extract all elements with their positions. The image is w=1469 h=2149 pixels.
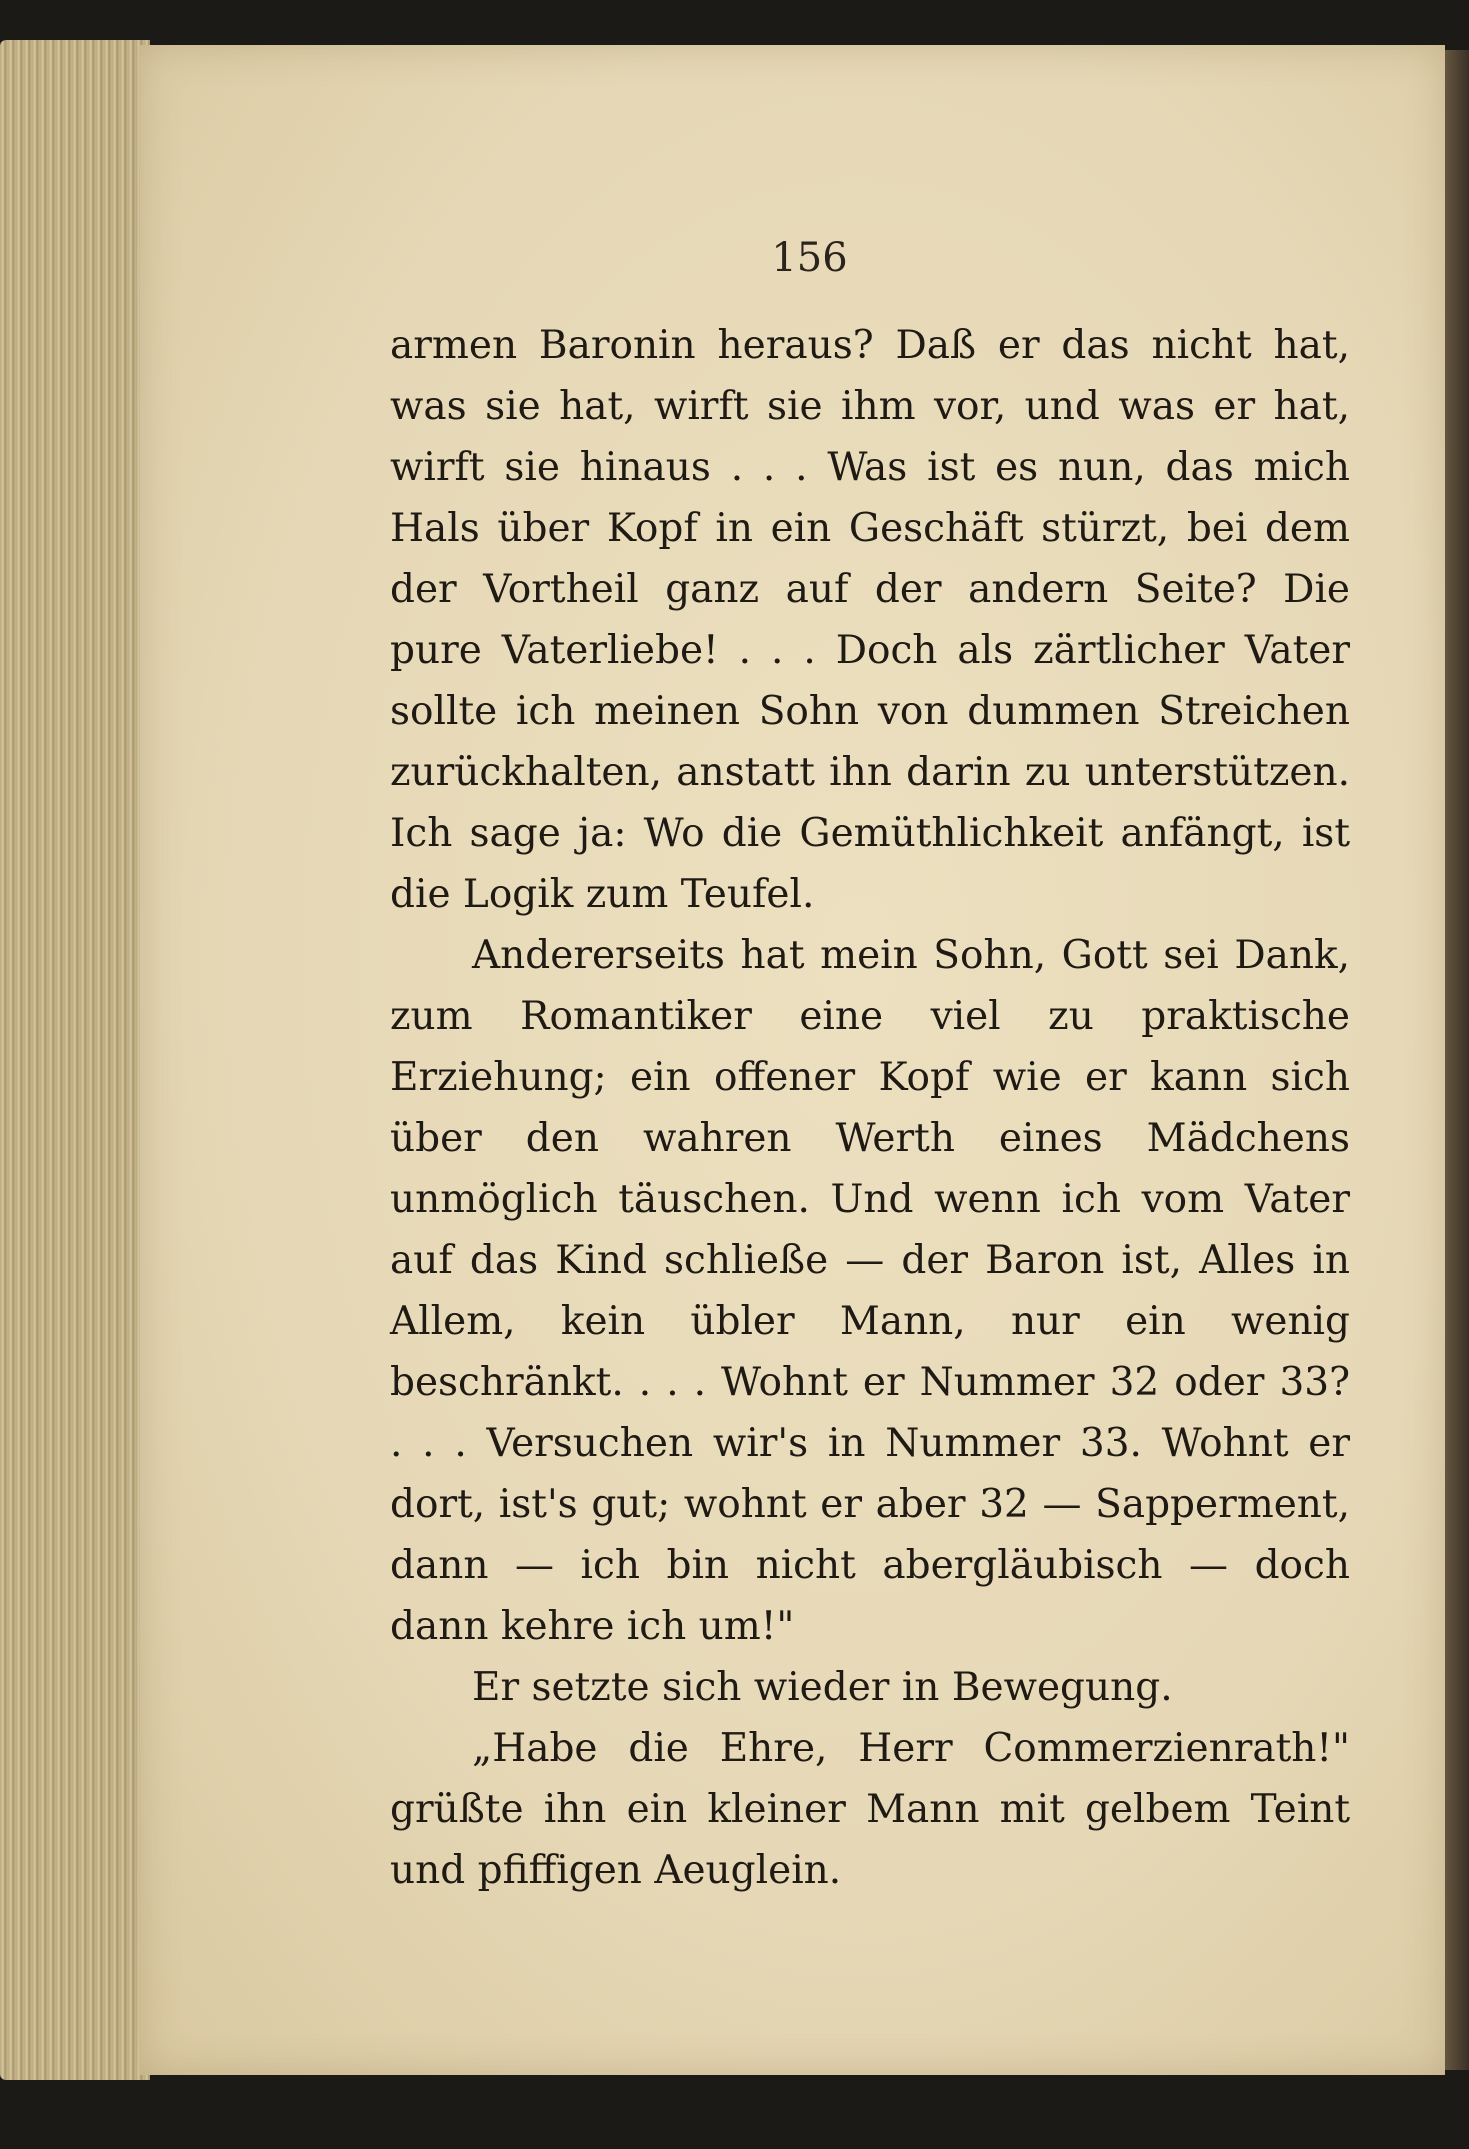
page-body-text	[390, 315, 1350, 1901]
paragraph: armen Baronin heraus? Daß er das nicht hat, was sie hat, wirft sie ihm vor, und was er hat, wirft sie hinaus . . . Was ist es nun, das mich Hals über Kopf in ein Geschäft stürzt, bei dem der Vortheil ganz auf der andern Seite? Die pure Vaterliebe! . . . Doch als zärtlicher Vater sollte ich meinen Sohn von dummen Streichen zurückhalten, anstatt ihn darin zu unterstützen. Ich sage ja: Wo die Gemüthlichkeit anfängt, ist die Logik zum Teufel.	[390, 323, 1350, 917]
paragraph: „Habe die Ehre, Herr Commerzienrath!" grüßte ihn ein kleiner Mann mit gelbem Teint und pfiffigen Aeuglein.	[390, 1726, 1350, 1893]
page-number: 156	[771, 235, 848, 281]
paragraph: Andererseits hat mein Sohn, Gott sei Dank, zum Romantiker eine viel zu praktische Erziehung; ein offener Kopf wie er kann sich über den wahren Werth eines Mädchens unmöglich täuschen. Und wenn ich vom Vater auf das Kind schließe — der Baron ist, Alles in Allem, kein übler Mann, nur ein wenig beschränkt. . . . Wohnt er Nummer 32 oder 33? . . . Versuchen wir's in Nummer 33. Wohnt er dort, ist's gut; wohnt er aber 32 — Sapperment, dann — ich bin nicht abergläubisch — doch dann kehre ich um!"	[390, 933, 1350, 1649]
paragraph: Er setzte sich wieder in Bewegung.	[472, 1665, 1173, 1710]
page-edges-left	[0, 40, 150, 2080]
